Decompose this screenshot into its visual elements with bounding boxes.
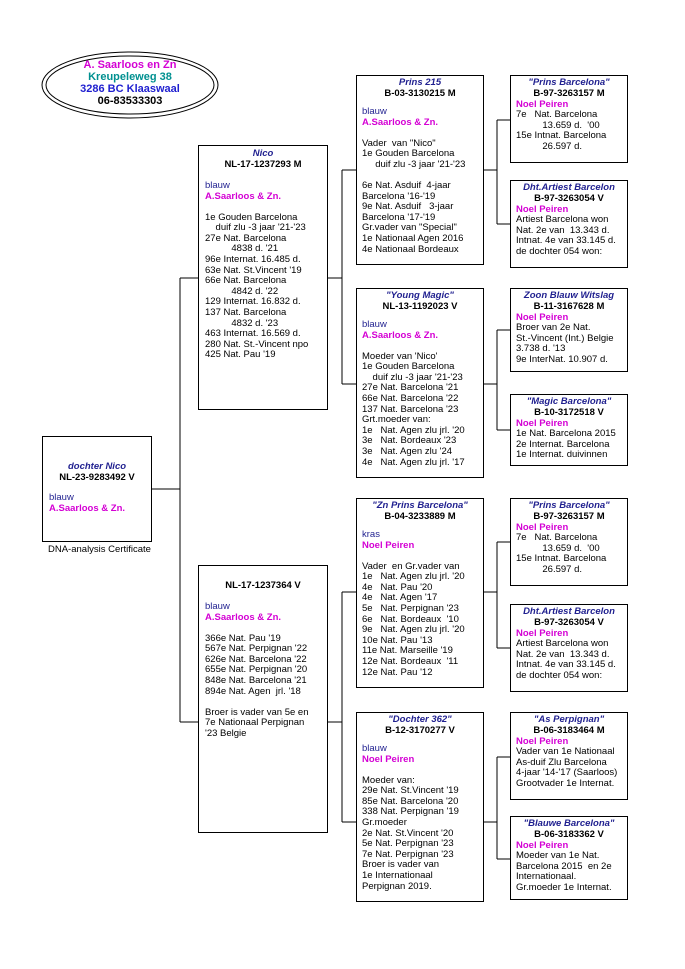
- pigeon-owner: Noel Peiren: [516, 204, 569, 215]
- pigeon-owner: Noel Peiren: [516, 628, 569, 639]
- pigeon-color: blauw: [205, 601, 230, 612]
- performance-notes: Moeder van 'Nico' 1e Gouden Barcelona duif zlu -3 jaar '21-'23 27e Nat. Barcelona '21 66e Nat. Barcelona '22 137 Nat. Barcelona '23 Grt.moeder van: 1e Nat. Agen zlu jrl. '20 3e Nat. Bordeaux '23 3e Nat. Agen zlu '24 4e Nat. Agen zlu jrl. '17: [362, 350, 465, 468]
- performance-notes: Artiest Barcelona won Nat. 2e van 13.343 d. Intnat. 4e van 33.145 d. de dochter 054 won:: [516, 214, 616, 257]
- pigeon-name: Zoon Blauw Witslag: [523, 290, 615, 301]
- subject-card: [42, 436, 152, 542]
- pigeon-color: blauw: [362, 106, 387, 117]
- pigeon-name: "Zn Prins Barcelona": [372, 500, 468, 511]
- pigeon-name: "Blauwe Barcelona": [523, 818, 615, 829]
- performance-notes: Artiest Barcelona won Nat. 2e van 13.343 d. Intnat. 4e van 33.145 d. de dochter 054 won:: [516, 638, 616, 681]
- pigeon-name: Nico: [252, 148, 274, 159]
- pigeon-color: blauw: [362, 319, 387, 330]
- pigeon-owner: A.Saarloos & Zn.: [49, 503, 126, 514]
- dam-dam-card: [356, 712, 484, 902]
- performance-notes: Moeder van: 29e Nat. St.Vincent '19 85e Nat. Barcelona '20 338 Nat. Perpignan '19 Gr.moeder 2e Nat. St.Vincent '20 5e Nat. Perpignan '23 7e Nat. Perpignan '23 Broer is vader van 1e Internationaal Perpignan 2019.: [362, 774, 459, 892]
- dam-sire-dam-card: [510, 604, 628, 692]
- pigeon-name: dochter Nico: [67, 461, 127, 472]
- sire-sire-card: [356, 75, 484, 265]
- pigeon-owner: Noel Peiren: [516, 736, 569, 747]
- performance-notes: 7e Nat. Barcelona 13.659 d. '00 15e Intnat. Barcelona 26.597 d.: [516, 109, 607, 152]
- performance-notes: 7e Nat. Barcelona 13.659 d. '00 15e Intnat. Barcelona 26.597 d.: [516, 532, 607, 575]
- breeder-phone: 06-83533303: [97, 95, 163, 107]
- breeder-street: Kreupeleweg 38: [88, 71, 172, 83]
- sire-dam-card: [356, 288, 484, 478]
- pigeon-name: Dht.Artiest Barcelon: [523, 182, 615, 193]
- dam-card: [198, 565, 328, 833]
- pigeon-owner: Noel Peiren: [516, 312, 569, 323]
- ring-number: NL-17-1237364 V: [225, 580, 301, 591]
- ring-number: B-06-3183464 M: [533, 725, 605, 736]
- breeder-name: A. Saarloos en Zn: [83, 59, 177, 71]
- ring-number: NL-17-1237293 M: [224, 159, 302, 170]
- ring-number: B-97-3263157 M: [533, 88, 605, 99]
- pigeon-name: Dht.Artiest Barcelon: [523, 606, 615, 617]
- pigeon-owner: Noel Peiren: [516, 99, 569, 110]
- pigeon-name: "Young Magic": [386, 290, 454, 301]
- pigeon-color: blauw: [49, 492, 74, 503]
- dam-sire-card: [356, 498, 484, 688]
- performance-notes: Vader van 1e Nationaal As-duif Zlu Barcelona 4-jaar '14-'17 (Saarloos) Grootvader 1e Internat.: [516, 746, 618, 789]
- sire-dam-dam-card: [510, 394, 628, 466]
- ring-number: B-04-3233889 M: [384, 511, 456, 522]
- ring-number: B-06-3183362 V: [534, 829, 604, 840]
- pigeon-owner: A.Saarloos & Zn.: [205, 191, 282, 202]
- performance-notes: Vader en Gr.vader van 1e Nat. Agen zlu jrl. '20 4e Nat. Pau '20 4e Nat. Agen '17 5e Nat. Perpignan '23 6e Nat. Bordeaux '10 9e Nat. Agen zlu jrl. '20 10e Nat. Pau '13 11e Nat. Marseille '19 12e Nat. Bordeaux '11 12e Nat. Pau '12: [362, 560, 465, 678]
- pigeon-owner: A.Saarloos & Zn.: [362, 117, 439, 128]
- ring-number: B-11-3167628 M: [533, 301, 605, 312]
- pigeon-owner: Noel Peiren: [516, 418, 569, 429]
- ring-number: NL-13-1192023 V: [382, 301, 458, 312]
- pigeon-name: "Prins Barcelona": [528, 77, 610, 88]
- ring-number: B-97-3263054 V: [534, 617, 604, 628]
- dam-sire-sire-card: [510, 498, 628, 586]
- pigeon-owner: A.Saarloos & Zn.: [205, 612, 282, 623]
- ring-number: B-97-3263054 V: [534, 193, 604, 204]
- pigeon-color: kras: [362, 529, 380, 540]
- breeder-header: [40, 50, 220, 120]
- performance-notes: 1e Nat. Barcelona 2015 2e Internat. Barcelona 1e Internat. duivinnen: [516, 428, 616, 461]
- pigeon-name: "Prins Barcelona": [528, 500, 610, 511]
- performance-notes: 1e Gouden Barcelona duif zlu -3 jaar '21-'23 27e Nat. Barcelona 4838 d. '21 96e Internat. 16.485 d. 63e Nat. St.Vincent '19 66e Nat. Barcelona 4842 d. '22 129 Internat. 16.832 d. 137 Nat. Barcelona 4832 d. '23 463 Internat. 16.569 d. 280 Nat. St.-Vincent npo 425 Nat. Pau '19: [205, 211, 309, 361]
- breeder-city: 3286 BC Klaaswaal: [80, 83, 180, 95]
- pigeon-name: "Magic Barcelona": [526, 396, 612, 407]
- pigeon-owner: Noel Peiren: [362, 540, 415, 551]
- performance-notes: Vader van "Nico" 1e Gouden Barcelona duif zlu -3 jaar '21-'23 6e Nat. Asduif 4-jaar Barcelona '16-'19 9e Nat. Asduif 3-jaar Barcelona '17-'19 Gr.vader van "Special" 1e Nationaal Agen 2016 4e Nationaal Bordeaux: [362, 137, 466, 255]
- sire-sire-sire-card: [510, 75, 628, 163]
- sire-dam-sire-card: [510, 288, 628, 372]
- ring-number: B-97-3263157 M: [533, 511, 605, 522]
- sire-card: [198, 145, 328, 410]
- pigeon-owner: Noel Peiren: [362, 754, 415, 765]
- pigeon-name: Prins 215: [398, 77, 442, 88]
- pigeon-owner: A.Saarloos & Zn.: [362, 330, 439, 341]
- performance-notes: Moeder van 1e Nat. Barcelona 2015 en 2e Internationaal. Gr.moeder 1e Internat.: [516, 850, 612, 893]
- dam-dam-sire-card: [510, 712, 628, 800]
- pigeon-color: blauw: [362, 743, 387, 754]
- performance-notes: Broer van 2e Nat. St.-Vincent (Int.) Belgie 3.738 d. '13 9e InterNat. 10.907 d.: [516, 322, 614, 365]
- dam-dam-dam-card: [510, 816, 628, 900]
- ring-number: NL-23-9283492 V: [59, 472, 135, 483]
- pigeon-name: "As Perpignan": [533, 714, 605, 725]
- ring-number: B-12-3170277 V: [385, 725, 455, 736]
- ring-number: B-10-3172518 V: [534, 407, 604, 418]
- ring-number: B-03-3130215 M: [384, 88, 456, 99]
- pigeon-owner: Noel Peiren: [516, 840, 569, 851]
- performance-notes: 366e Nat. Pau '19 567e Nat. Perpignan '22 626e Nat. Barcelona '22 655e Nat. Perpignan '20 848e Nat. Barcelona '21 894e Nat. Agen jrl. '18 Broer is vader van 5e en 7e Nationaal Perpignan '23 Belgie: [205, 632, 309, 739]
- dna-certificate-note: DNA-analysis Certificate: [48, 544, 151, 555]
- pigeon-color: blauw: [205, 180, 230, 191]
- pigeon-name: "Dochter 362": [388, 714, 452, 725]
- sire-sire-dam-card: [510, 180, 628, 268]
- pigeon-owner: Noel Peiren: [516, 522, 569, 533]
